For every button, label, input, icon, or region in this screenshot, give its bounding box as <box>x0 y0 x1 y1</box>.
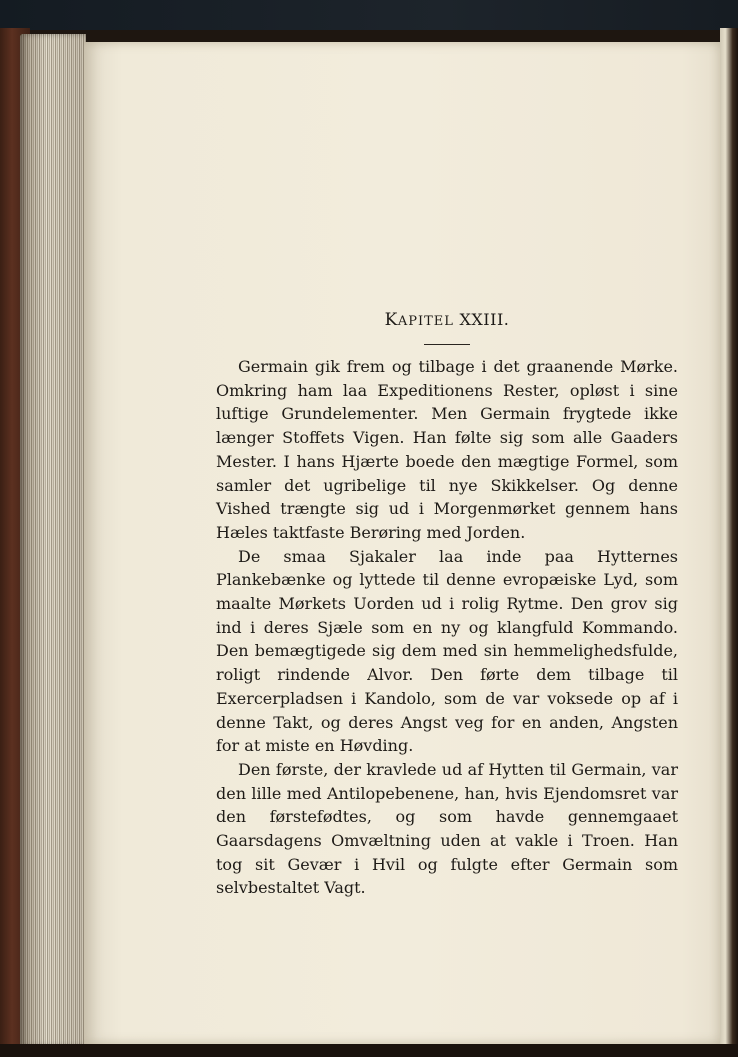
background-bottom <box>0 1044 738 1057</box>
background-top <box>0 0 738 30</box>
paragraph-1: Germain gik frem og tilbage i det graanende Mørke. Omkring ham laa Expeditionens Rester, opløst i sine luftige Grundelementer. Men Germain frygtede ikke længer Stoffets Vigen. Han følte sig som alle Gaaders Mester. I hans Hjærte boede den mægtige Formel, som samler det ugribelige til nye Skikkelser. Og denne Vished trængte sig ud i Morgenmørket gennem hans Hæles taktfaste Berøring med Jorden. <box>216 357 678 542</box>
facing-page-edge <box>720 28 738 1057</box>
paragraph-3: Den første, der kravlede ud af Hytten til Germain, var den lille med Antilopebenene, han, hvis Ejendomsret var den førstefødtes, og som havde gennemgaaet Gaarsdagens Omvæltning uden at vakle i Troen. Han tog sit Gevær i Hvil og fulgte efter Germain som selvbestaltet Vagt. <box>216 759 678 898</box>
page-stack-edges <box>20 34 86 1046</box>
chapter-heading-initial: K <box>384 310 398 330</box>
heading-rule <box>424 344 470 345</box>
chapter-numeral: XXIII. <box>459 310 510 329</box>
paragraph-2: De smaa Sjakaler laa inde paa Hytternes Plankebænke og lyttede til denne evropæiske Lyd, som maalte Mørkets Uorden ud i rolig Rytme. Den grov sig ind i deres Sjæle som en ny og klangfuld Kommando. Den bemægtigede sig dem med sin hemmelighedsfulde, roligt rindende Alvor. Den førte dem tilbage til Exercerpladsen i Kandolo, som de var voksede op af i denne Takt, og deres Angst veg for en anden, Angsten for at miste en Høvding. <box>216 546 678 756</box>
chapter-heading-smallcaps: APITEL <box>397 314 454 329</box>
chapter-heading <box>216 308 678 334</box>
page-content <box>216 308 678 900</box>
